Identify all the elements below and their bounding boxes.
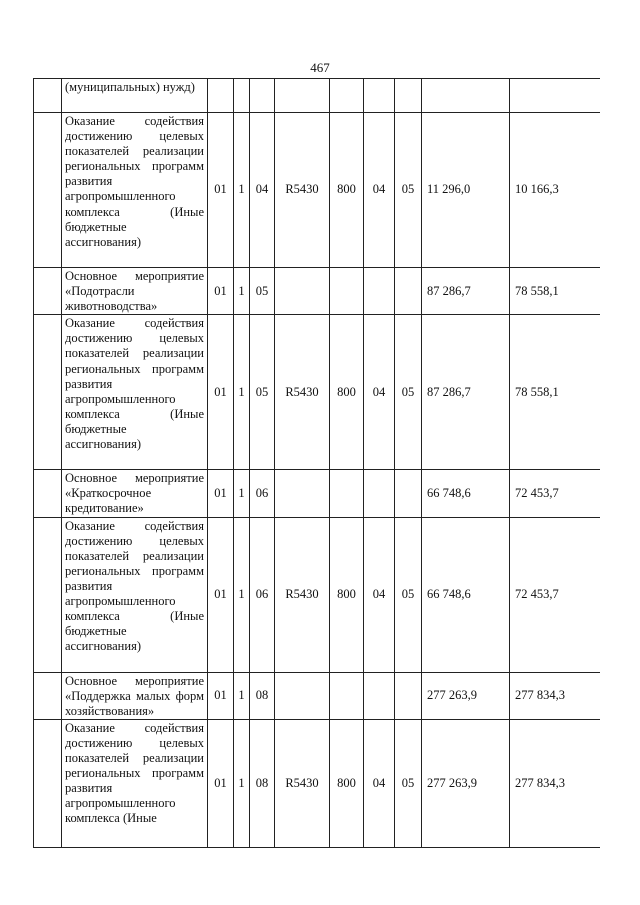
budget-table	[33, 78, 600, 848]
code-expense-type-cell: 800	[330, 113, 364, 268]
amount-year-2-cell: 277 834,3	[510, 672, 601, 719]
expense-name-cell: Основное мероприятие «Краткосрочное кредитование»	[62, 470, 208, 517]
code-subsection-cell	[395, 79, 422, 113]
code-direction-cell: R5430	[275, 719, 330, 847]
amount-year-2-cell: 277 834,3	[510, 719, 601, 847]
table-row	[34, 470, 601, 517]
code-expense-type-cell	[330, 672, 364, 719]
amount-year-1-cell: 87 286,7	[422, 268, 510, 315]
code-main-activity-cell: 08	[250, 719, 275, 847]
code-expense-type-cell: 800	[330, 517, 364, 672]
budget-table-container	[33, 78, 600, 848]
code-program-cell: 01	[208, 470, 234, 517]
amount-year-1-cell	[422, 79, 510, 113]
code-expense-type-cell	[330, 268, 364, 315]
code-direction-cell	[275, 79, 330, 113]
table-row	[34, 79, 601, 113]
code-section-cell: 04	[364, 113, 395, 268]
code-direction-cell: R5430	[275, 517, 330, 672]
amount-year-2-cell: 72 453,7	[510, 517, 601, 672]
code-subprogram-cell: 1	[234, 470, 250, 517]
amount-year-2-cell: 78 558,1	[510, 315, 601, 470]
expense-name-cell: Основное мероприятие «Подотрасли животноводства»	[62, 268, 208, 315]
amount-year-1-cell: 66 748,6	[422, 517, 510, 672]
blank-margin-cell	[34, 79, 62, 113]
blank-margin-cell	[34, 113, 62, 268]
code-main-activity-cell: 05	[250, 315, 275, 470]
code-direction-cell	[275, 268, 330, 315]
page-number: 467	[310, 60, 330, 75]
expense-name-cell: Оказание содействия достижению целевых показателей реализации региональных программ развития агропромышленного комплекса (Иные	[62, 719, 208, 847]
code-direction-cell: R5430	[275, 315, 330, 470]
code-subprogram-cell: 1	[234, 315, 250, 470]
code-main-activity-cell: 05	[250, 268, 275, 315]
code-section-cell: 04	[364, 719, 395, 847]
code-main-activity-cell	[250, 79, 275, 113]
code-subsection-cell	[395, 470, 422, 517]
table-row	[34, 268, 601, 315]
code-direction-cell	[275, 470, 330, 517]
code-section-cell	[364, 470, 395, 517]
amount-year-1-cell: 277 263,9	[422, 719, 510, 847]
code-subsection-cell	[395, 268, 422, 315]
code-subsection-cell: 05	[395, 113, 422, 268]
code-section-cell: 04	[364, 517, 395, 672]
table-row	[34, 315, 601, 470]
blank-margin-cell	[34, 517, 62, 672]
code-subsection-cell: 05	[395, 315, 422, 470]
blank-margin-cell	[34, 470, 62, 517]
amount-year-2-cell	[510, 79, 601, 113]
expense-name-cell: Основное мероприятие «Поддержка малых форм хозяйствования»	[62, 672, 208, 719]
code-main-activity-cell: 04	[250, 113, 275, 268]
code-main-activity-cell: 08	[250, 672, 275, 719]
code-subprogram-cell: 1	[234, 113, 250, 268]
code-main-activity-cell: 06	[250, 470, 275, 517]
code-program-cell: 01	[208, 268, 234, 315]
table-row	[34, 719, 601, 847]
amount-year-2-cell: 10 166,3	[510, 113, 601, 268]
blank-margin-cell	[34, 315, 62, 470]
expense-name-cell: (муниципальных) нужд)	[62, 79, 208, 113]
code-subsection-cell: 05	[395, 719, 422, 847]
expense-name-cell: Оказание содействия достижению целевых показателей реализации региональных программ развития агропромышленного комплекса (Иные бюджетные ассигнования)	[62, 315, 208, 470]
code-program-cell	[208, 79, 234, 113]
amount-year-1-cell: 87 286,7	[422, 315, 510, 470]
code-subprogram-cell: 1	[234, 517, 250, 672]
table-row	[34, 672, 601, 719]
blank-margin-cell	[34, 672, 62, 719]
code-direction-cell	[275, 672, 330, 719]
code-subsection-cell: 05	[395, 517, 422, 672]
code-subprogram-cell	[234, 79, 250, 113]
code-direction-cell: R5430	[275, 113, 330, 268]
blank-margin-cell	[34, 719, 62, 847]
amount-year-1-cell: 11 296,0	[422, 113, 510, 268]
blank-margin-cell	[34, 268, 62, 315]
code-program-cell: 01	[208, 315, 234, 470]
code-program-cell: 01	[208, 719, 234, 847]
amount-year-2-cell: 78 558,1	[510, 268, 601, 315]
code-subprogram-cell: 1	[234, 719, 250, 847]
code-program-cell: 01	[208, 672, 234, 719]
code-program-cell: 01	[208, 517, 234, 672]
amount-year-2-cell: 72 453,7	[510, 470, 601, 517]
code-subprogram-cell: 1	[234, 268, 250, 315]
code-expense-type-cell	[330, 470, 364, 517]
code-expense-type-cell: 800	[330, 315, 364, 470]
code-section-cell	[364, 79, 395, 113]
code-main-activity-cell: 06	[250, 517, 275, 672]
code-expense-type-cell: 800	[330, 719, 364, 847]
code-section-cell: 04	[364, 315, 395, 470]
code-subprogram-cell: 1	[234, 672, 250, 719]
code-expense-type-cell	[330, 79, 364, 113]
code-subsection-cell	[395, 672, 422, 719]
table-row	[34, 517, 601, 672]
table-row	[34, 113, 601, 268]
code-program-cell: 01	[208, 113, 234, 268]
expense-name-cell: Оказание содействия достижению целевых показателей реализации региональных программ развития агропромышленного комплекса (Иные бюджетные ассигнования)	[62, 517, 208, 672]
amount-year-1-cell: 66 748,6	[422, 470, 510, 517]
amount-year-1-cell: 277 263,9	[422, 672, 510, 719]
code-section-cell	[364, 268, 395, 315]
code-section-cell	[364, 672, 395, 719]
expense-name-cell: Оказание содействия достижению целевых показателей реализации региональных программ развития агропромышленного комплекса (Иные бюджетные ассигнования)	[62, 113, 208, 268]
